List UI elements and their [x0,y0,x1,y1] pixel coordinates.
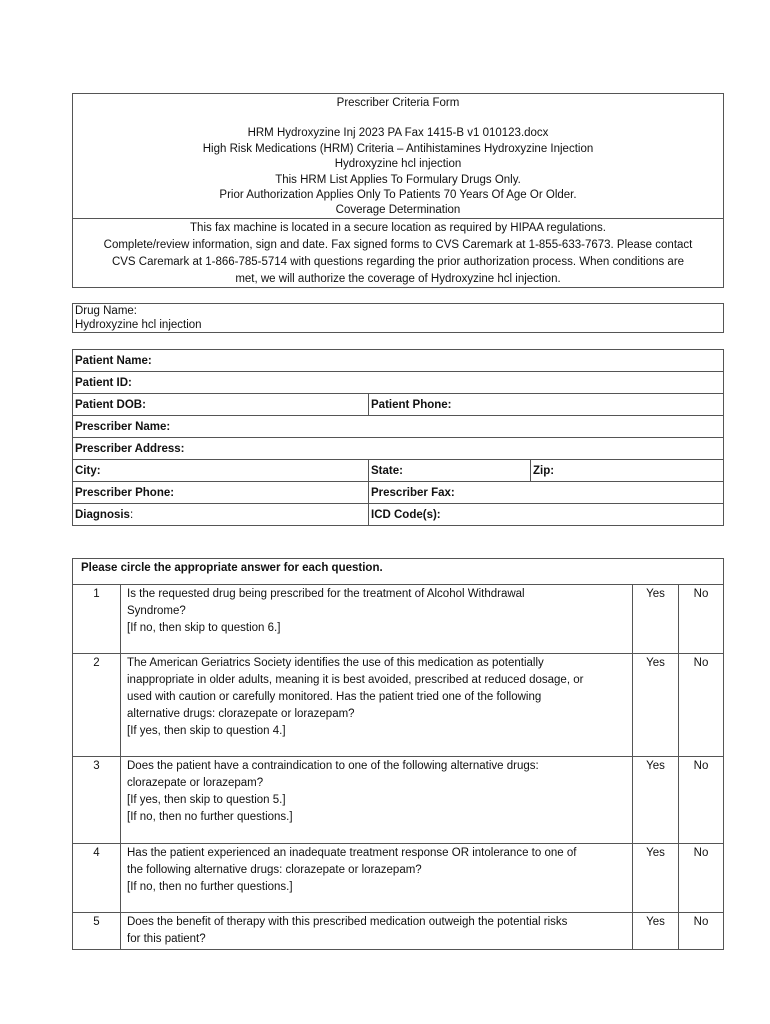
zip-field[interactable] [531,460,724,482]
prescriber-phone-label: Prescriber Phone: [75,486,175,499]
patient-prescriber-table [72,349,724,526]
question-line: Has the patient experienced an inadequate treatment response OR intolerance to one of [127,847,577,859]
answer-yes[interactable]: Yes [633,913,679,950]
question-row-5 [73,913,724,950]
prescriber-address-label: Prescriber Address: [75,442,185,455]
icd-codes-label: ICD Code(s): [371,508,441,521]
drug-name-box [72,303,724,333]
question-text [121,585,633,654]
question-line: inappropriate in older adults, meaning it is best avoided, prescribed at reduced dosage, or [127,674,584,686]
patient-phone-label: Patient Phone: [371,398,452,411]
drug-name-value: Hydroxyzine hcl injection [75,319,202,331]
question-row-4 [73,844,724,913]
patient-name-label: Patient Name: [75,354,152,367]
question-text [121,654,633,757]
zip-label: Zip: [533,464,555,477]
question-text [121,844,633,913]
question-number: 3 [73,757,121,844]
notice-line-4: met, we will authorize the coverage of Hydroxyzine hcl injection. [235,273,561,285]
header-line-formulary: This HRM List Applies To Formulary Drugs Only. [275,173,521,186]
state-field[interactable] [369,460,531,482]
question-text [121,913,633,950]
answer-no[interactable]: No [679,913,724,950]
patient-dob-field[interactable] [73,394,369,416]
state-label: State: [371,464,403,477]
question-row-3 [73,757,724,844]
patient-dob-label: Patient DOB: [75,398,146,411]
patient-id-field[interactable] [73,372,724,394]
answer-yes[interactable]: Yes [633,654,679,757]
patient-phone-field[interactable] [369,394,724,416]
question-row-2 [73,654,724,757]
question-line: [If no, then no further questions.] [127,811,293,823]
header-line-filename: HRM Hydroxyzine Inj 2023 PA Fax 1415-B v1 010123.docx [247,127,549,140]
answer-yes[interactable]: Yes [633,844,679,913]
answer-no[interactable]: No [679,844,724,913]
form-header [72,93,724,219]
question-number: 5 [73,913,121,950]
diagnosis-field[interactable] [73,504,369,526]
city-field[interactable] [73,460,369,482]
prescriber-fax-field[interactable] [369,482,724,504]
question-line: [If yes, then skip to question 4.] [127,725,286,737]
answer-yes[interactable]: Yes [633,757,679,844]
header-line-coverage: Coverage Determination [335,204,461,217]
diagnosis-colon: : [129,508,134,521]
question-line: [If no, then skip to question 6.] [127,622,281,634]
header-line-drug: Hydroxyzine hcl injection [334,158,462,171]
question-line: Is the requested drug being prescribed for the treatment of Alcohol Withdrawal [127,588,525,600]
drug-name-label: Drug Name: [75,305,137,317]
question-line: [If yes, then skip to question 5.] [127,794,286,806]
question-row-1 [73,585,724,654]
prescriber-name-label: Prescriber Name: [75,420,171,433]
question-line: Syndrome? [127,605,186,617]
notice-line-1: This fax machine is located in a secure location as required by HIPAA regulations. [190,222,606,234]
patient-name-field[interactable] [73,350,724,372]
question-number: 1 [73,585,121,654]
question-line: The American Geriatrics Society identifies the use of this medication as potentially [127,657,544,669]
question-line: [If no, then no further questions.] [127,881,293,893]
answer-no[interactable]: No [679,757,724,844]
header-line-age: Prior Authorization Applies Only To Patients 70 Years Of Age Or Older. [219,189,577,202]
answer-no[interactable]: No [679,654,724,757]
diagnosis-label: Diagnosis [75,508,130,521]
notice-line-2: Complete/review information, sign and date. Fax signed forms to CVS Caremark at 1-855-633-7673. Please contact [103,239,693,251]
question-line: alternative drugs: clorazepate or lorazepam? [127,708,355,720]
questions-table [72,558,724,950]
question-text [121,757,633,844]
city-label: City: [75,464,101,477]
notice-line-3: CVS Caremark at 1-866-785-5714 with questions regarding the prior authorization process. When conditions are [111,256,685,268]
prescriber-phone-field[interactable] [73,482,369,504]
question-line: for this patient? [127,933,206,945]
question-line: used with caution or carefully monitored. Has the patient tried one of the following [127,691,542,703]
answer-no[interactable]: No [679,585,724,654]
form-title: Prescriber Criteria Form [336,97,460,109]
question-number: 4 [73,844,121,913]
question-number: 2 [73,654,121,757]
question-line: Does the benefit of therapy with this prescribed medication outweigh the potential risks [127,916,568,928]
question-line: clorazepate or lorazepam? [127,777,264,789]
fax-notice [72,219,724,288]
prescriber-name-field[interactable] [73,416,724,438]
prescriber-fax-label: Prescriber Fax: [371,486,455,499]
question-line: Does the patient have a contraindication to one of the following alternative drugs: [127,760,539,772]
header-line-criteria: High Risk Medications (HRM) Criteria – Antihistamines Hydroxyzine Injection [202,142,594,155]
prescriber-address-field[interactable] [73,438,724,460]
icd-codes-field[interactable] [369,504,724,526]
answer-yes[interactable]: Yes [633,585,679,654]
question-line: the following alternative drugs: clorazepate or lorazepam? [127,864,422,876]
patient-id-label: Patient ID: [75,376,132,389]
questions-instruction: Please circle the appropriate answer for each question. [73,559,724,585]
